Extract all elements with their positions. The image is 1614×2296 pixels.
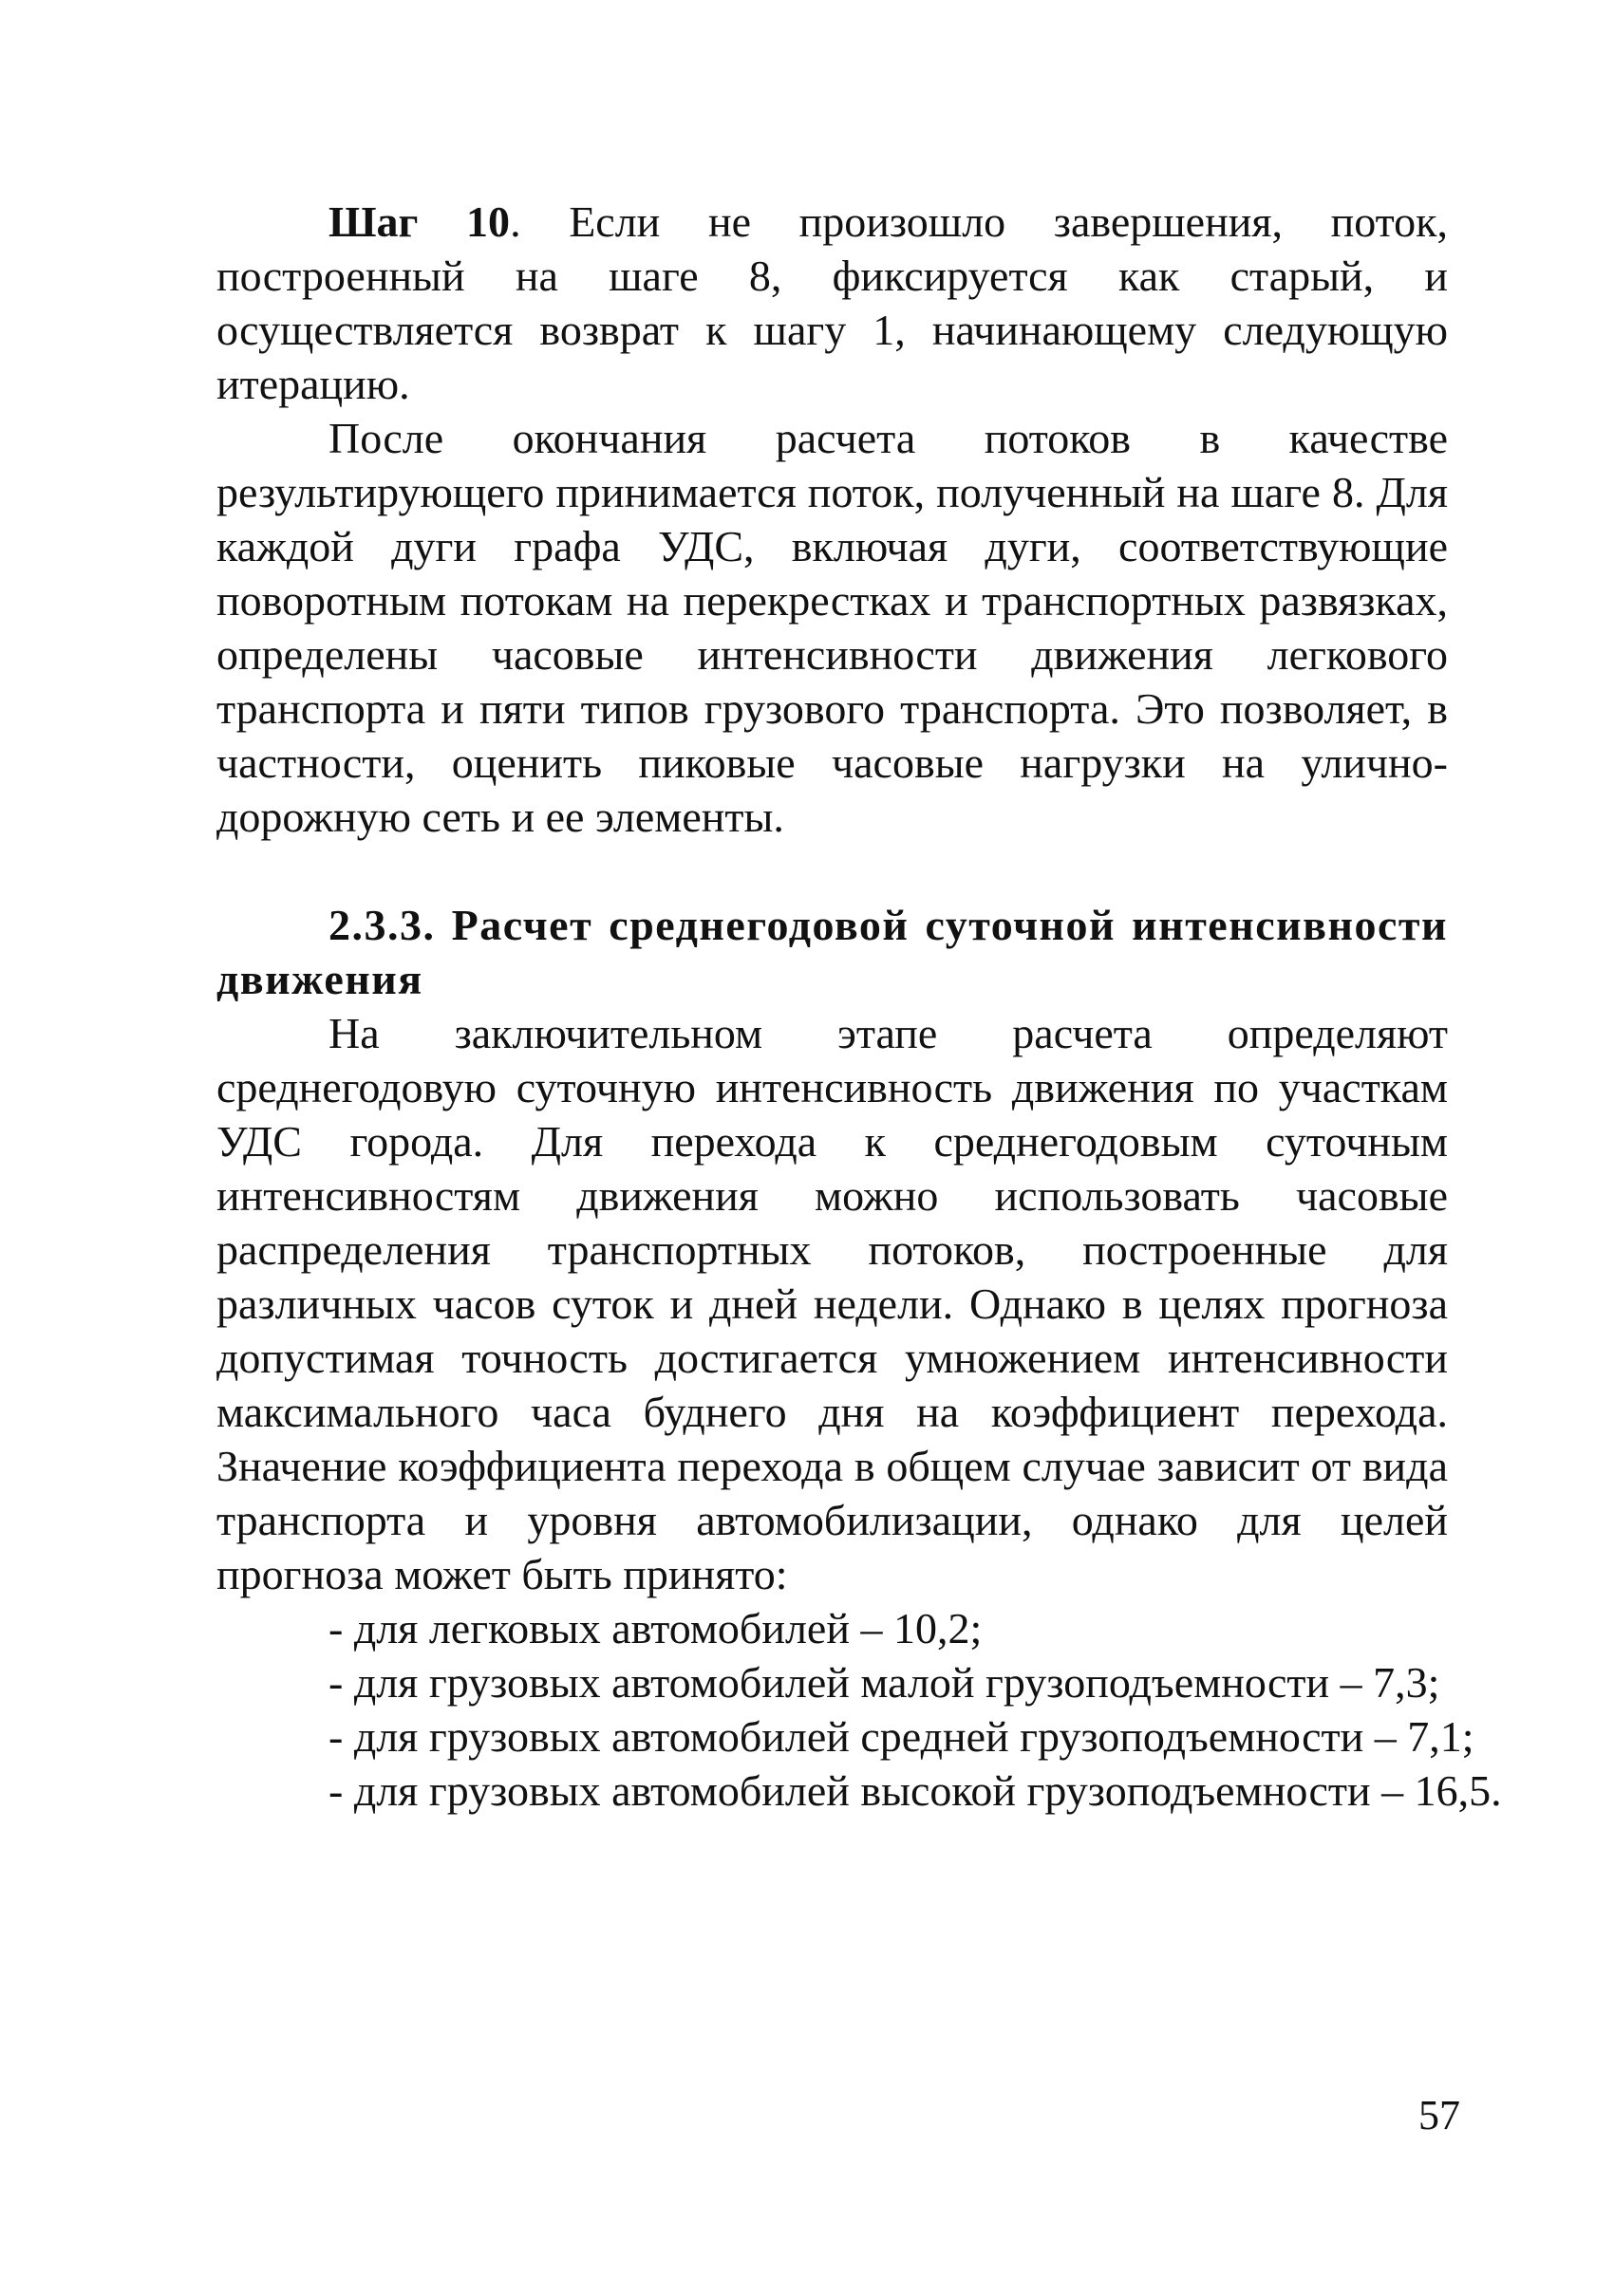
step-10-paragraph (216, 195, 1448, 411)
coefficient-list (216, 1601, 1502, 1818)
step-10-text: . Если не произошло завершения, поток, построенный на шаге 8, фиксируется как старый, и осуществляется возврат к шагу 1, начинающему следующую итерацию. (216, 197, 1448, 408)
section-heading: 2.3.3. Расчет среднегодовой суточной интенсивности движения (216, 901, 1448, 1003)
results-paragraph: После окончания расчета потоков в качестве результирующего принимается поток, полученный на шаге 8. Для каждой дуги графа УДС, включая дуги, соответствующие поворотным потокам на перекрестках и транспортных развязках, определены часовые интенсивности движения легкового транспорта и пяти типов грузового транспорта. Это позволяет, в частности, оценить пиковые часовые нагрузки на улично-дорожную сеть и ее элементы. (216, 414, 1448, 841)
list-item: - для грузовых автомобилей высокой грузоподъемности – 16,5. (328, 1766, 1502, 1815)
section-body-paragraph: На заключительном этапе расчета определяют среднегодовую суточную интенсивность движения по участкам УДС города. Для перехода к среднегодовым суточным интенсивностям движения можно использовать часовые распределения транспортных потоков, построенные для различных часов суток и дней недели. Однако в целях прогноза допустимая точность достигается умножением интенсивности максимального часа буднего дня на коэффициент перехода. Значение коэффициента перехода в общем случае зависит от вида транспорта и уровня автомобилизации, однако для целей прогноза может быть принято: (216, 1009, 1448, 1598)
step-10-label: Шаг 10 (328, 197, 511, 246)
list-item: - для грузовых автомобилей малой грузоподъемности – 7,3; (328, 1658, 1440, 1707)
page-number: 57 (1418, 2092, 1460, 2138)
page-text-body (216, 195, 1502, 1818)
list-item: - для грузовых автомобилей средней грузоподъемности – 7,1; (328, 1712, 1474, 1761)
list-item: - для легковых автомобилей – 10,2; (328, 1604, 983, 1652)
